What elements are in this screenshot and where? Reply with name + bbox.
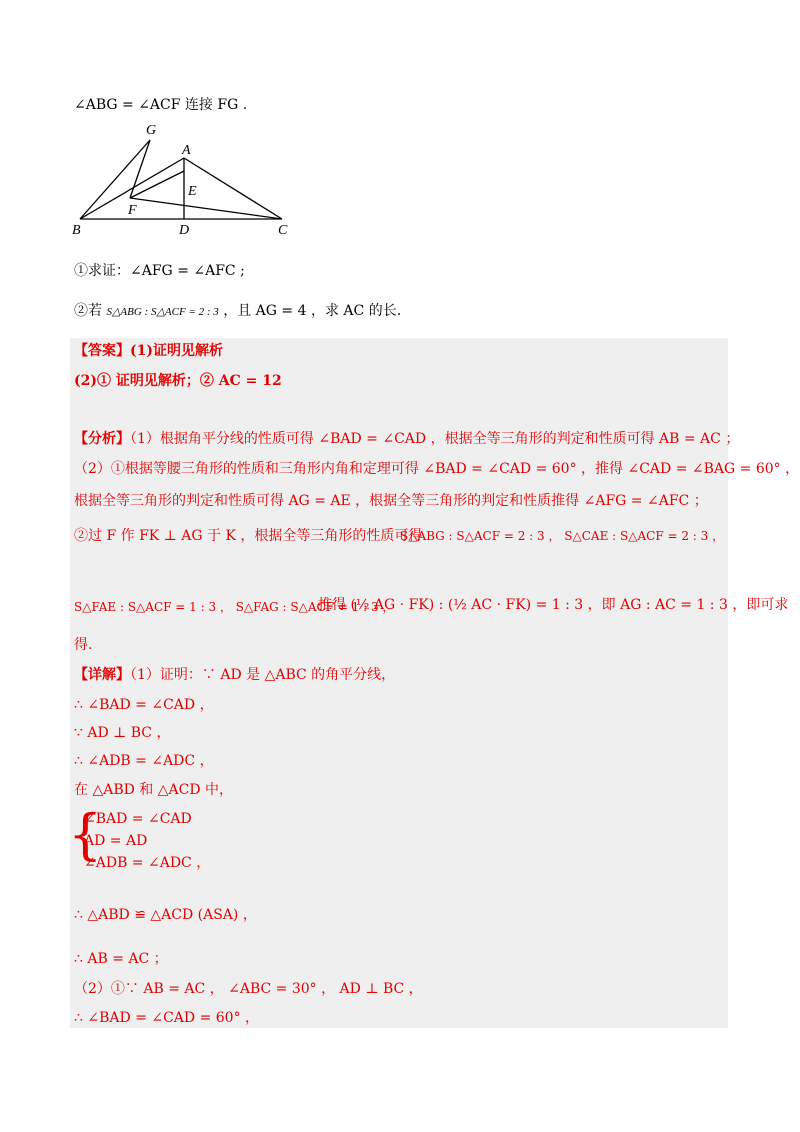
answer-1: (1)证明见解析: [130, 343, 223, 359]
brace-line-2: AD = AD: [84, 833, 148, 849]
analysis-3: 根据全等三角形的判定和性质可得 AG = AE ，根据全等三角形的判定和性质推得 ∠AFG = ∠AFC ；: [74, 493, 708, 509]
label-c: C: [278, 223, 288, 238]
analysis-5a: S△FAE : S△ACF = 1 : 3 ， S△FAG : S△ACF = 1 : 3 ，: [74, 600, 395, 614]
detail-9: ∴ ∠BAD = ∠CAD = 60° ，: [74, 1010, 260, 1026]
label-e: E: [188, 184, 197, 199]
detail-3: ∵ AD ⊥ BC ，: [74, 725, 171, 741]
analysis-4b: S△ABG : S△ACF = 2 : 3 ， S△CAE : S△ACF = 2 : 3 ，: [400, 529, 725, 543]
question-1: ①求证：∠AFG = ∠AFC ;: [74, 263, 245, 279]
label-g: G: [146, 123, 157, 138]
analysis-5b: 推得 (½ AG · FK) : (½ AC · FK) = 1 : 3 ，即 AG : AC = 1 : 3 ，即可求: [318, 597, 789, 613]
question-2: [74, 302, 401, 321]
brace-line-3: ∠ADB = ∠ADC ，: [84, 855, 211, 871]
answer-2: (2)① 证明见解析；② AC = 12: [74, 373, 282, 389]
label-f: F: [128, 203, 137, 218]
answer-tag: 【答案】: [74, 343, 130, 359]
detail-line-1: [74, 666, 395, 684]
triangle-figure: [66, 118, 306, 238]
detail-2: ∴ ∠BAD = ∠CAD ，: [74, 697, 214, 713]
answer-line-1: [74, 342, 223, 360]
analysis-1: （1）根据角平分线的性质可得 ∠BAD = ∠CAD ，根据全等三角形的判定和性质可得 AB = AC ；: [130, 431, 740, 447]
detail-7: ∴ AB = AC ；: [74, 951, 168, 967]
analysis-tag: 【分析】: [74, 431, 130, 447]
detail-8: （2）①∵ AB = AC ， ∠ABC = 30° ， AD ⊥ BC ，: [74, 981, 423, 997]
label-d: D: [179, 223, 190, 238]
detail-tag: 【详解】: [74, 667, 130, 683]
detail-6: ∴ △ABD ≌ △ACD (ASA) ，: [74, 907, 257, 923]
question-2-prefix: ②若: [74, 303, 102, 319]
analysis-4a: ②过 F 作 FK ⊥ AG 于 K ，根据全等三角形的性质可得: [74, 528, 423, 544]
brace-line-1: ∠BAD = ∠CAD: [84, 811, 192, 827]
system-brace: {: [68, 803, 103, 866]
given-line: ∠ABG = ∠ACF 连接 FG .: [74, 97, 248, 113]
analysis-line-1: [74, 430, 739, 448]
question-2-ratio: S△ABG : S△ACF = 2 : 3: [106, 306, 219, 318]
analysis-2: （2）①根据等腰三角形的性质和三角形内角和定理可得 ∠BAD = ∠CAD = 60° ，推得 ∠CAD = ∠BAG = 60° ，: [74, 461, 800, 477]
question-2-mid: ，且 AG = 4 ，求 AC 的长.: [223, 303, 402, 319]
detail-4: ∴ ∠ADB = ∠ADC ，: [74, 753, 214, 769]
label-a: A: [182, 143, 191, 158]
detail-5: 在 △ABD 和 △ACD 中，: [74, 782, 234, 798]
detail-1: （1）证明：∵ AD 是 △ABC 的角平分线，: [130, 667, 396, 683]
label-b: B: [72, 223, 81, 238]
analysis-6: 得.: [74, 637, 93, 653]
